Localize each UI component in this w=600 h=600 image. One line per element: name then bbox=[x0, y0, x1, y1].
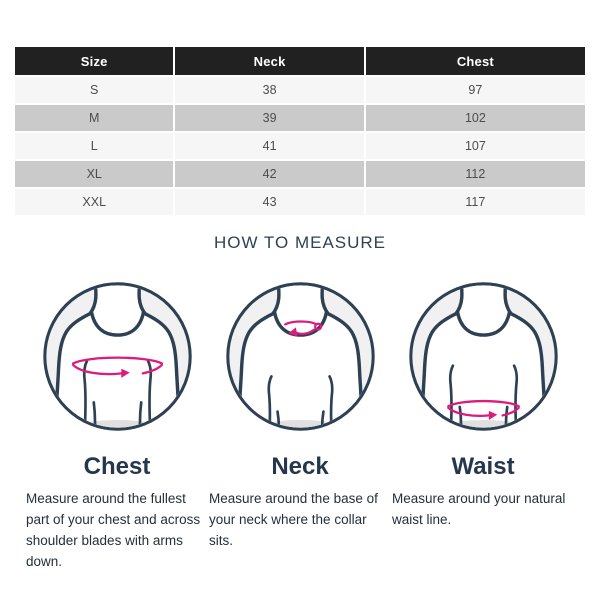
table-cell: 107 bbox=[366, 133, 585, 159]
table-row-xxl bbox=[15, 189, 585, 215]
size-chart-table bbox=[13, 45, 587, 217]
guide-waist bbox=[392, 280, 574, 573]
waist-measure-icon bbox=[407, 280, 560, 433]
table-cell: 38 bbox=[175, 77, 363, 103]
neck-measure-icon bbox=[224, 280, 377, 433]
table-cell: M bbox=[15, 105, 173, 131]
guide-description-neck: Measure around the base of your neck where the collar sits. bbox=[209, 491, 378, 548]
column-header-size: Size bbox=[15, 47, 173, 75]
guide-label-chest: Chest bbox=[83, 453, 151, 480]
column-header-neck: Neck bbox=[175, 47, 363, 75]
guide-description-waist: Measure around your natural waist line. bbox=[392, 491, 566, 527]
guide-chest bbox=[26, 280, 208, 573]
table-cell: 42 bbox=[175, 161, 363, 187]
table-row-l bbox=[15, 133, 585, 159]
section-title: HOW TO MEASURE bbox=[213, 233, 387, 252]
table-cell: XL bbox=[15, 161, 173, 187]
table-header-row bbox=[15, 47, 585, 75]
table-row-s bbox=[15, 77, 585, 103]
chest-measure-icon bbox=[41, 280, 194, 433]
guide-description-chest: Measure around the fullest part of your chest and across shoulder blades with arms down. bbox=[26, 491, 201, 569]
table-row-xl bbox=[15, 161, 585, 187]
column-header-chest: Chest bbox=[366, 47, 585, 75]
table-cell: XXL bbox=[15, 189, 173, 215]
table-cell: L bbox=[15, 133, 173, 159]
table-cell: 102 bbox=[366, 105, 585, 131]
table-cell: 43 bbox=[175, 189, 363, 215]
guide-label-waist: Waist bbox=[451, 453, 515, 480]
table-cell: 97 bbox=[366, 77, 585, 103]
table-cell: 117 bbox=[366, 189, 585, 215]
table-cell: S bbox=[15, 77, 173, 103]
table-cell: 41 bbox=[175, 133, 363, 159]
table-cell: 39 bbox=[175, 105, 363, 131]
table-row-m bbox=[15, 105, 585, 131]
table-cell: 112 bbox=[366, 161, 585, 187]
size-chart-section bbox=[0, 0, 600, 217]
guide-label-neck: Neck bbox=[271, 453, 329, 480]
measure-guides bbox=[0, 280, 600, 573]
guide-neck bbox=[209, 280, 391, 573]
